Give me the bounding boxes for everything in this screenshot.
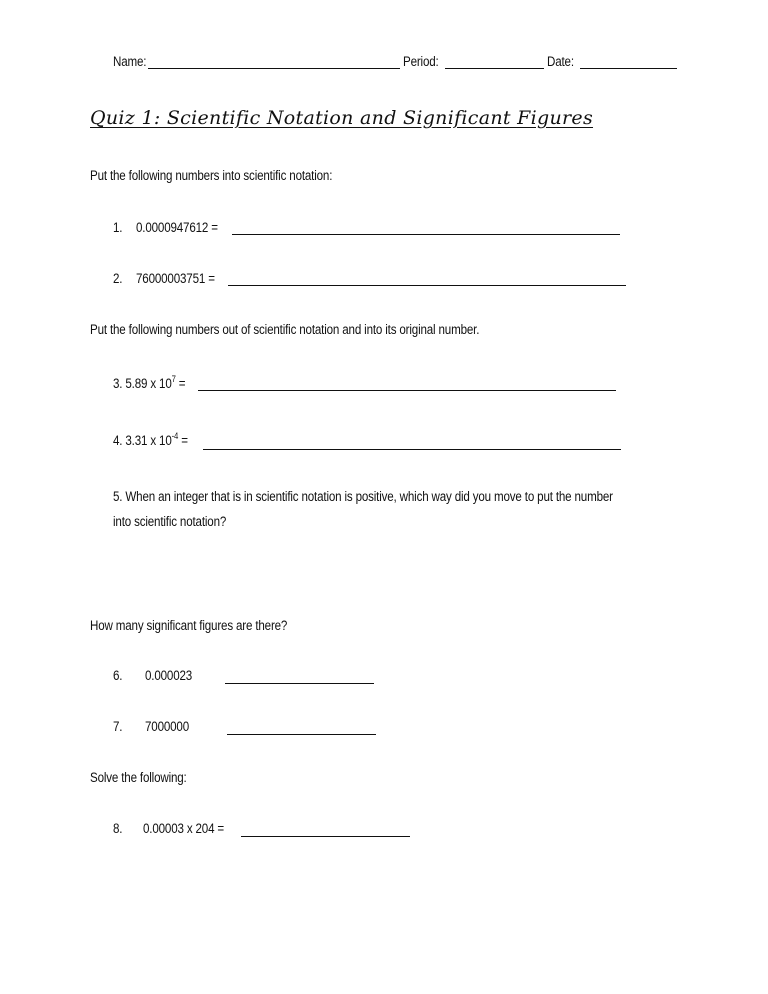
period-blank[interactable] — [445, 68, 544, 69]
section3-instruction: How many significant figures are there? — [90, 618, 288, 633]
q6-number: 6. — [113, 668, 123, 683]
q8-answer-blank[interactable] — [241, 836, 410, 837]
q2-number: 2. — [113, 271, 123, 286]
name-label: Name: — [113, 54, 147, 69]
q1-answer-blank[interactable] — [232, 234, 620, 235]
q5-line2: into scientific notation? — [113, 514, 227, 529]
q2-text: 76000003751 = — [136, 271, 215, 286]
section2-instruction: Put the following numbers out of scientific notation and into its original number. — [90, 322, 480, 337]
q6-text: 0.000023 — [145, 668, 193, 683]
q4-answer-blank[interactable] — [203, 449, 621, 450]
period-label: Period: — [403, 54, 439, 69]
q7-text: 7000000 — [145, 719, 190, 734]
q2-answer-blank[interactable] — [228, 285, 626, 286]
date-blank[interactable] — [580, 68, 677, 69]
q8-number: 8. — [113, 821, 123, 836]
date-label: Date: — [547, 54, 574, 69]
q8-text: 0.00003 x 204 = — [143, 821, 225, 836]
name-blank[interactable] — [148, 68, 400, 69]
q6-answer-blank[interactable] — [225, 683, 374, 684]
section4-instruction: Solve the following: — [90, 770, 187, 785]
section1-instruction: Put the following numbers into scientific notation: — [90, 168, 333, 183]
q7-number: 7. — [113, 719, 123, 734]
q5-line1: 5. When an integer that is in scientific notation is positive, which way did you move to put the number — [113, 489, 613, 504]
page-title: Quiz 1: Scientific Notation and Significant Figures — [90, 107, 594, 129]
q4-text: 4. 3.31 x $10^{-4}$ = — [113, 431, 188, 448]
q1-text: 0.0000947612 = — [136, 220, 218, 235]
q1-number: 1. — [113, 220, 123, 235]
q3-answer-blank[interactable] — [198, 390, 616, 391]
q7-answer-blank[interactable] — [227, 734, 376, 735]
q3-text: 3. 5.89 x $10^7$ = — [113, 374, 186, 391]
